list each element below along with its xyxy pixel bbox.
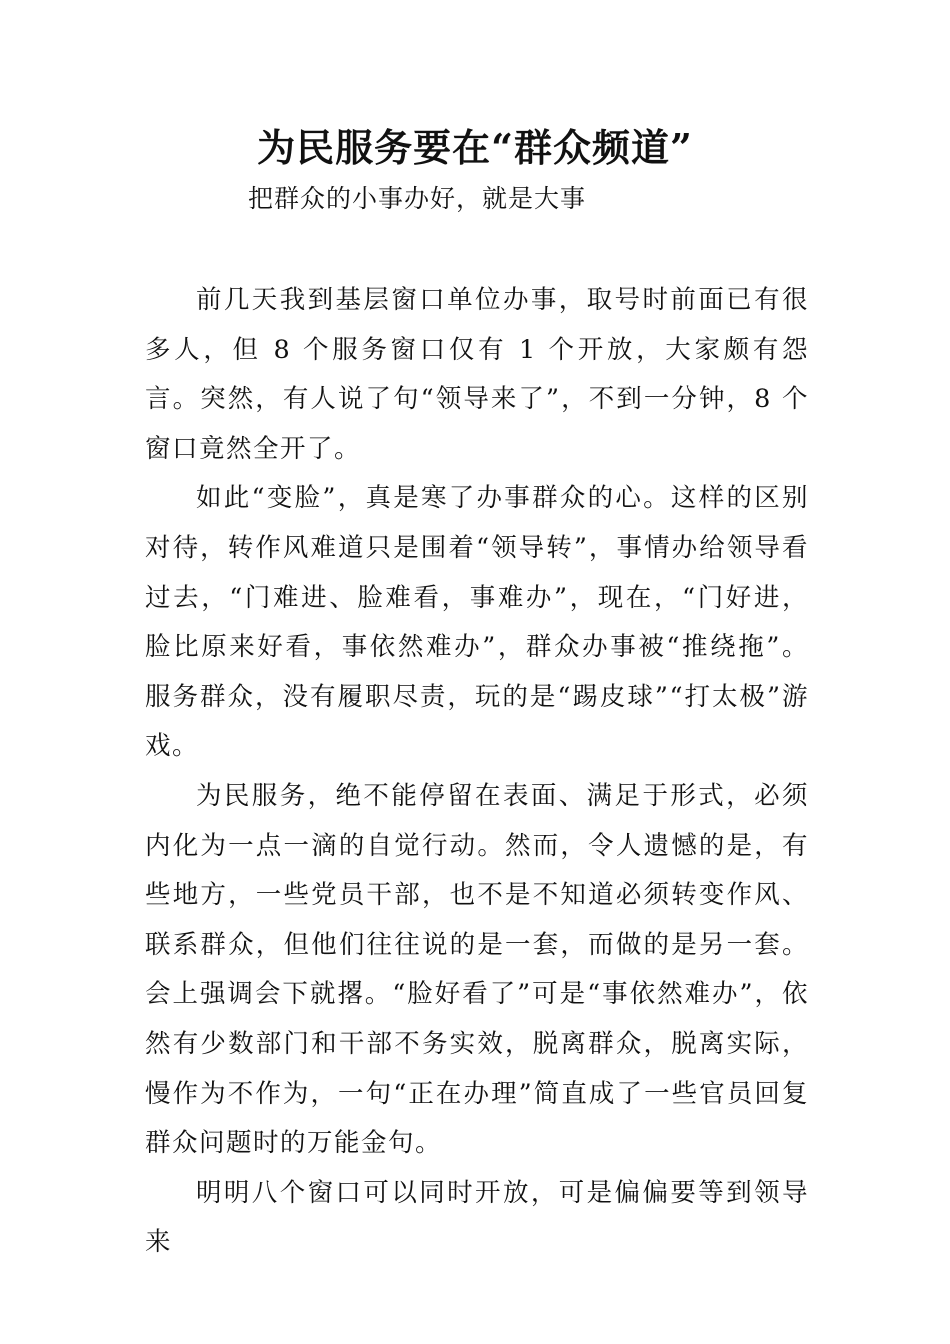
page-subtitle: 把群众的小事办好，就是大事 — [248, 184, 587, 213]
article-body — [145, 276, 809, 1268]
paragraph-1: 前几天我到基层窗口单位办事，取号时前面已有很多人，但 8 个服务窗口仅有 1 个开放，大家颇有怨言。突然，有人说了句“领导来了”，不到一分钟，8 个窗口竟然全开了。 — [145, 285, 809, 464]
paragraph-3: 为民服务，绝不能停留在表面、满足于形式，必须内化为一点一滴的自觉行动。然而，令人遗憾的是，有些地方，一些党员干部，也不是不知道必须转变作风、联系群众，但他们往往说的是一套，而做的是另一套。会上强调会下就撂。“脸好看了”可是“事依然难办”，依然有少数部门和干部不务实效，脱离群众，脱离实际，慢作为不作为，一句“正在办理”简直成了一些官员回复群众问题时的万能金句。 — [145, 780, 809, 1159]
page-title: 为民服务要在“群众频道” — [257, 125, 693, 170]
paragraph-4: 明明八个窗口可以同时开放，可是偏偏要等到领导来 — [145, 1177, 809, 1258]
paragraph-2: 如此“变脸”，真是寒了办事群众的心。这样的区别对待，转作风难道只是围着“领导转”，事情办给领导看过去，“门难进、脸难看，事难办”，现在，“门好进，脸比原来好看，事依然难办”，群众办事被“推绕拖”。服务群众，没有履职尽责，玩的是“踢皮球”“打太极”游戏。 — [145, 483, 809, 762]
